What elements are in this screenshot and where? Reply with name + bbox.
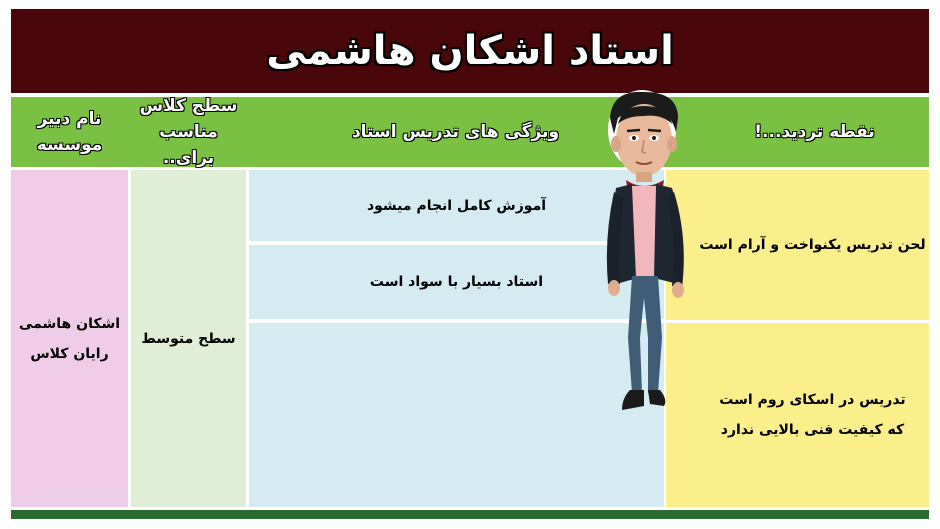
header-suitable-label: مناسب برای.. xyxy=(159,122,218,168)
bottom-bar xyxy=(11,510,929,519)
level-cell xyxy=(131,170,246,507)
doubt-text: لحن تدریس یکنواخت و آرام است xyxy=(699,237,926,253)
header-teacher-label: نام دبیر xyxy=(37,109,102,129)
title-bar xyxy=(11,9,929,93)
header-teacher-institute xyxy=(11,97,128,167)
teacher-name: اشکان هاشمی xyxy=(18,315,121,332)
feature-text: استاد بسیار با سواد است xyxy=(369,274,544,290)
header-features-label: ویژگی های تدریس استاد xyxy=(351,122,560,142)
feature-text: آموزش کامل انجام میشود xyxy=(366,197,547,214)
header-class-level xyxy=(131,97,246,167)
institute-name: رایان کلاس xyxy=(30,345,109,362)
header-institute-label: موسسه xyxy=(36,135,103,155)
teacher-avatar-illustration xyxy=(592,88,714,423)
doubt-text: که کیفیت فنی بالایی ندارد xyxy=(720,422,905,438)
header-doubt-point xyxy=(700,97,929,167)
teacher-cell xyxy=(11,170,128,507)
header-level-label: سطح کلاس xyxy=(139,96,238,116)
header-doubt-label: نقطه تردید...! xyxy=(754,122,875,142)
slide-title: استاد اشکان هاشمی xyxy=(266,28,674,74)
doubt-text: تدریس در اسکای روم است xyxy=(719,392,906,408)
class-level: سطح متوسط xyxy=(141,330,236,347)
